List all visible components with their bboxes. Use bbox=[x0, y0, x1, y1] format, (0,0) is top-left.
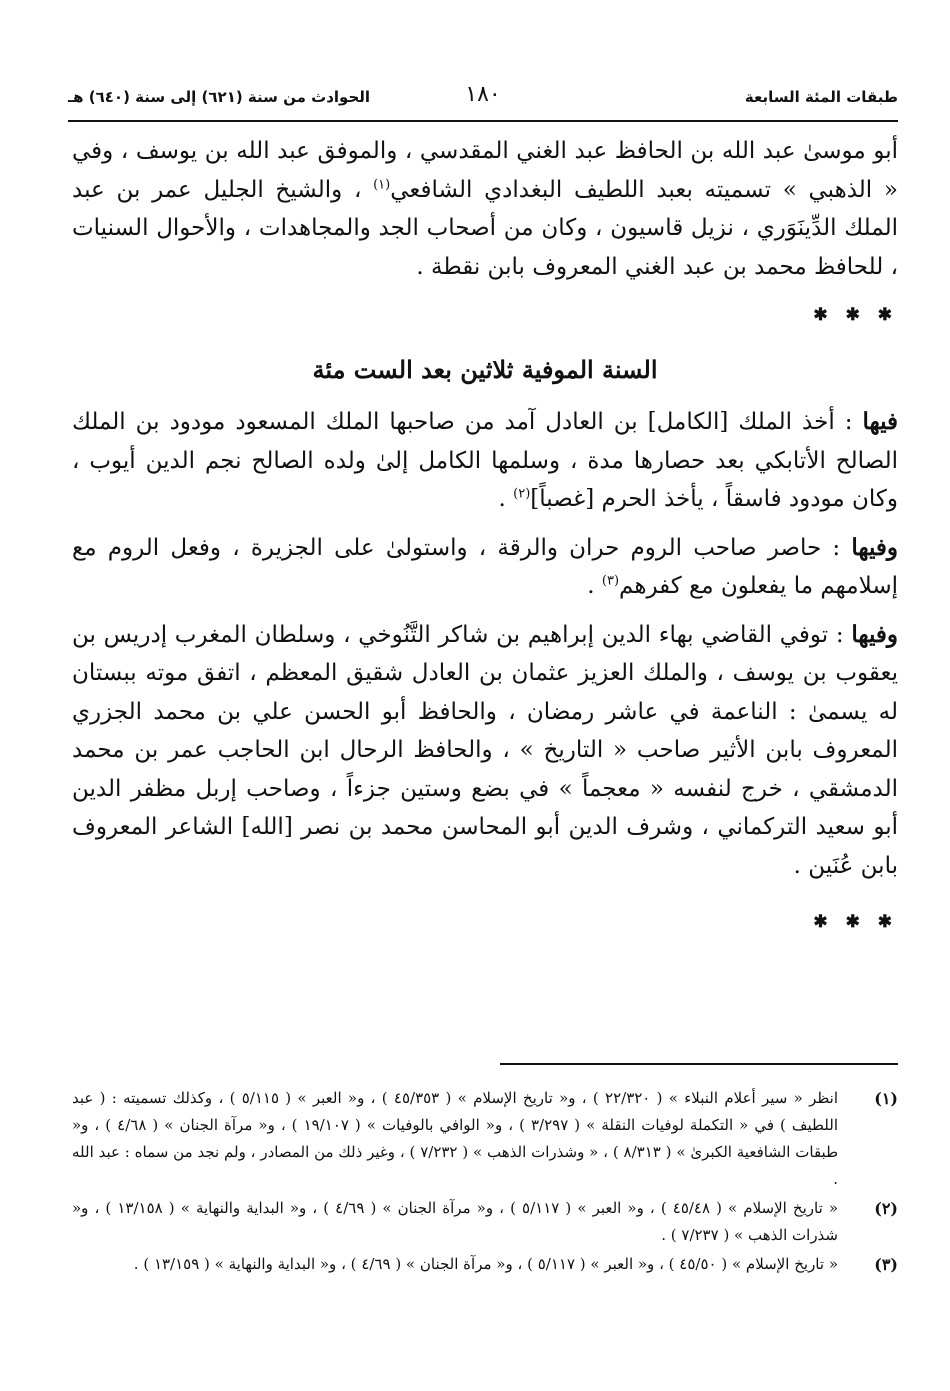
intro-paragraph bbox=[72, 132, 898, 286]
main-text bbox=[72, 132, 898, 942]
footnote-number: (٣) bbox=[874, 1255, 898, 1274]
footnote-2 bbox=[72, 1195, 898, 1249]
header-divider bbox=[68, 120, 898, 122]
intro-text-cont: ، والشيخ الجليل عمر بن عبد الملك الدِّينَوَري ، نزيل قاسيون ، وكان من أصحاب الجد والمجاهدات ، والأحوال السنيات ، للحافظ محمد بن عبد الغني المعروف بابن نقطة . bbox=[72, 176, 898, 280]
footnote-number: (١) bbox=[874, 1089, 898, 1108]
footnote-text: « تاريخ الإسلام » ( ٤٥/٥٠ ) ، و« العبر » ( ٥/١١٧ ) ، و« مرآة الجنان » ( ٤/٦٩ ) ، و« البداية والنهاية » ( ١٣/١٥٩ ) . bbox=[133, 1255, 838, 1273]
paragraph-text: : توفي القاضي بهاء الدين إبراهيم بن شاكر التَّنُوخي ، وسلطان المغرب إدريس بن يعقوب بن يوسف ، والملك العزيز عثمان بن العادل شقيق المعظم ، اتفق موته ببستان له يسمىٰ : الناعمة في عاشر رمضان ، والحافظ أبو الحسن علي بن محمد الجزري المعروف بابن الأثير صاحب « التاريخ » ، والحافظ الرحال ابن الحاجب عمر بن محمد الدمشقي ، خرج لنفسه « معجماً » في بضع وستين جزءاً ، وصاحب إربل مظفر الدين أبو سعيد التركماني ، وشرف الدين أبو المحاسن محمد بن نصر [الله] الشاعر المعروف بابن عُنَين . bbox=[72, 621, 898, 879]
paragraph-lead: فيها bbox=[862, 408, 898, 435]
footnote-1 bbox=[72, 1085, 898, 1193]
footnote-divider bbox=[500, 1063, 898, 1065]
separator-stars: ✱ ✱ ✱ bbox=[813, 305, 898, 325]
footnote-text: انظر « سير أعلام النبلاء » ( ٢٢/٣٢٠ ) ، و« تاريخ الإسلام » ( ٤٥/٣٥٣ ) ، و« العبر » ( ٥/١١٥ ) ، وكذلك تسميته : ( عبد اللطيف ) في « التكملة لوفيات النقلة » ( ٣/٢٩٧ ) ، و« الوافي بالوفيات » ( ١٩/١٠٧ ) ، و« مرآة الجنان » ( ٤/٦٨ ) ، و« طبقات الشافعية الكبرىٰ » ( ٨/٣١٣ ) ، « وشذرات الذهب » ( ٧/٢٣٢ ) ، وغير ذلك من المصادر ، ولم نجد من سماه : عبد الله . bbox=[72, 1089, 839, 1188]
footnote-text: « تاريخ الإسلام » ( ٤٥/٤٨ ) ، و« العبر » ( ٥/١١٧ ) ، و« مرآة الجنان » ( ٤/٦٩ ) ، و« البداية والنهاية » ( ١٣/١٥٨ ) ، و« شذرات الذهب » ( ٧/٢٣٧ ) . bbox=[72, 1199, 839, 1244]
paragraph-tail: . bbox=[587, 573, 602, 599]
paragraph-lead: وفيها bbox=[851, 620, 898, 648]
footnote-3 bbox=[72, 1251, 898, 1278]
paragraph-text: : حاصر صاحب الروم حران والرقة ، واستولىٰ على الجزيرة ، وفعل الروم مع إسلامهم ما يفعلون مع كفرهم bbox=[72, 534, 898, 599]
paragraph-1 bbox=[72, 403, 898, 519]
paragraph-2 bbox=[72, 529, 898, 606]
book-title: طبقات المئة السابعة bbox=[744, 88, 898, 106]
footnote-ref-1: (١) bbox=[373, 176, 391, 192]
paragraph-lead: وفيها bbox=[851, 533, 898, 561]
paragraph-tail: . bbox=[498, 486, 514, 512]
footnote-number: (٢) bbox=[874, 1199, 898, 1218]
footnotes bbox=[72, 1085, 898, 1280]
section-range: الحوادث من سنة (٦٢١) إلى سنة (٦٤٠) هـ bbox=[68, 88, 371, 106]
running-header bbox=[68, 82, 898, 112]
section-heading: السنة الموفية ثلاثين بعد الست مئة bbox=[312, 354, 658, 384]
paragraph-3 bbox=[72, 616, 898, 886]
footnote-ref-3: (٣) bbox=[601, 573, 620, 589]
separator-stars-end: ✱ ✱ ✱ bbox=[813, 912, 898, 932]
paragraph-text: : أخذ الملك [الكامل] بن العادل آمد من صاحبها الملك المسعود مودود بن الملك الصالح الأتابكي بعد حصارها مدة ، وسلمها الكامل إلىٰ ولده الصالح نجم الدين أيوب ، وكان مودود فاسقاً ، يأخذ الحرم [غصباً] bbox=[72, 409, 898, 512]
footnote-ref-2: (٢) bbox=[513, 486, 531, 502]
page-number: ١٨٠ bbox=[465, 82, 501, 107]
intro-text: أبو موسىٰ عبد الله بن الحافظ عبد الغني المقدسي ، والموفق عبد الله بن يوسف ، وفي « الذهبي » تسميته بعبد اللطيف البغدادي الشافعي bbox=[72, 138, 898, 203]
